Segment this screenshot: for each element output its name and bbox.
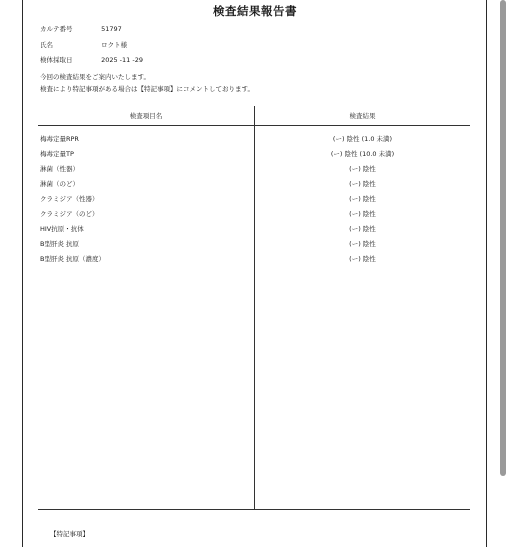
- test-result: (ー) 陰性: [349, 240, 376, 248]
- collection-date-row: [40, 53, 143, 67]
- test-result: (ー) 陰性: [349, 255, 376, 263]
- patient-name-label: 氏名: [40, 41, 53, 49]
- table-row: [0, 207, 510, 222]
- test-item-name: 梅毒定量RPR: [40, 135, 79, 143]
- table-row: [0, 147, 510, 162]
- test-item-name: 淋菌（のど）: [40, 180, 79, 188]
- test-result: (ー) 陰性 (1.0 未満): [332, 135, 393, 143]
- patient-name-value: ロクト様: [101, 41, 128, 49]
- chart-number-label: カルテ番号: [40, 25, 73, 33]
- chart-number-value: 51797: [101, 25, 122, 33]
- test-result: (ー) 陰性: [349, 180, 376, 188]
- header-test-result: 検査結果: [349, 112, 376, 120]
- header-test-item: 検査項目名: [129, 112, 163, 120]
- table-row: [0, 177, 510, 192]
- table-row: [0, 162, 510, 177]
- table-row: [0, 222, 510, 237]
- test-item-name: クラミジア（のど）: [40, 210, 99, 218]
- patient-name-row: [40, 38, 127, 52]
- remarks-label: 【特記事項】: [50, 530, 89, 538]
- notice-line-2: 検査により特記事項がある場合は【特記事項】にコメントしております。: [40, 85, 254, 93]
- document-title: 検査結果報告書: [213, 4, 297, 18]
- table-row: [0, 132, 510, 147]
- collection-date-label: 検体採取日: [40, 56, 73, 64]
- table-row: [0, 192, 510, 207]
- test-item-name: B型肝炎 抗原（濃度）: [40, 255, 106, 263]
- test-result: (ー) 陰性 (10.0 未満): [330, 150, 395, 158]
- notice-line-1: 今回の検査結果をご案内いたします。: [40, 73, 150, 81]
- table-row: [0, 252, 510, 267]
- page-border-right: [486, 0, 487, 547]
- page-border-left: [22, 0, 23, 547]
- test-result: (ー) 陰性: [349, 210, 376, 218]
- test-item-name: B型肝炎 抗原: [40, 240, 80, 248]
- collection-date-value: 2025 -11 -29: [101, 56, 143, 64]
- test-item-name: HIV抗原・抗体: [40, 225, 84, 233]
- test-item-name: 梅毒定量TP: [40, 150, 74, 158]
- test-item-name: 淋菌（性器）: [40, 165, 79, 173]
- table-row: [0, 237, 510, 252]
- chart-number-row: [40, 22, 122, 36]
- test-item-name: クラミジア（性器）: [40, 195, 99, 203]
- results-table-body: [0, 132, 510, 267]
- table-bottom-divider: [38, 509, 470, 510]
- test-result: (ー) 陰性: [349, 225, 376, 233]
- test-result: (ー) 陰性: [349, 165, 376, 173]
- test-result: (ー) 陰性: [349, 195, 376, 203]
